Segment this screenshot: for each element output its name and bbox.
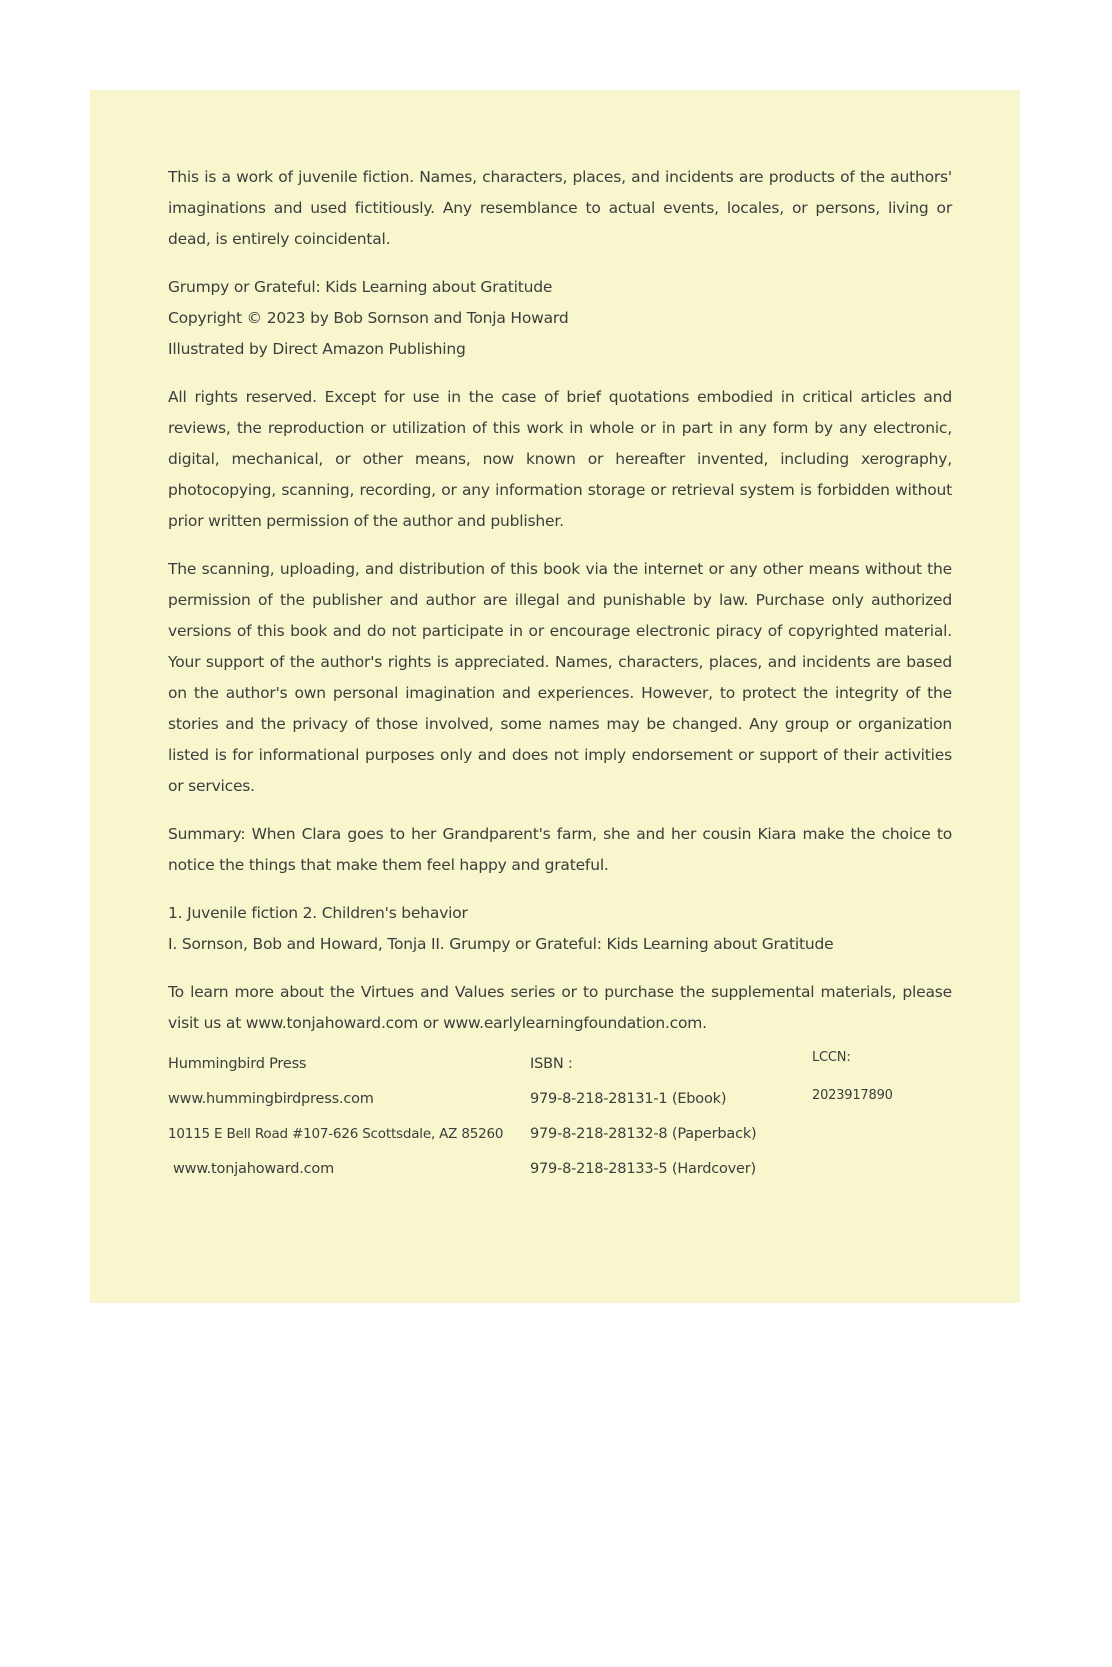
isbn-label: ISBN :	[530, 1056, 573, 1072]
publisher-website: www.hummingbirdpress.com	[168, 1091, 374, 1107]
disclaimer-paragraph: This is a work of juvenile fiction. Names, characters, places, and incidents are products of the authors' imaginations and used fictitiously. Any resemblance to actual events, locales, or persons, living or dead, is entirely coincidental.	[168, 168, 952, 248]
isbn-item-paperback: 979-8-218-28132-8 (Paperback)	[530, 1126, 757, 1142]
page-panel	[90, 90, 1020, 1303]
publisher-footer	[168, 1047, 952, 1187]
author-title-entry: I. Sornson, Bob and Howard, Tonja II. Grumpy or Grateful: Kids Learning about Gratitude	[168, 935, 834, 953]
piracy-paragraph: The scanning, uploading, and distribution of this book via the internet or any other means without the permission of the publisher and author are illegal and punishable by law. Purchase only authorized versions of this book and do not participate in or encourage electronic piracy of copyrighted material. Your support of the author's rights is appreciated. Names, characters, places, and incidents are based on the author's own personal imagination and experiences. However, to protect the integrity of the stories and the privacy of those involved, some names may be changed. Any group or organization listed is for informational purposes only and does not imply endorsement or support of their activities or services.	[168, 560, 952, 795]
illustrated-by-line: Illustrated by Direct Amazon Publishing	[168, 340, 466, 358]
summary-paragraph: Summary: When Clara goes to her Grandparent's farm, she and her cousin Kiara make the choice to notice the things that make them feel happy and grateful.	[168, 825, 952, 874]
author-website: www.tonjahoward.com	[173, 1161, 335, 1177]
title-block	[168, 272, 952, 365]
copyright-line: Copyright © 2023 by Bob Sornson and Tonja Howard	[168, 309, 569, 327]
classification-block	[168, 898, 952, 960]
book-title: Grumpy or Grateful: Kids Learning about Gratitude	[168, 278, 553, 296]
subject-classification: 1. Juvenile fiction 2. Children's behavior	[168, 904, 468, 922]
publisher-name: Hummingbird Press	[168, 1056, 307, 1072]
lccn-column	[812, 1039, 952, 1187]
isbn-item-hardcover: 979-8-218-28133-5 (Hardcover)	[530, 1161, 756, 1177]
publisher-column	[168, 1047, 530, 1187]
learn-more-paragraph: To learn more about the Virtues and Values series or to purchase the supplemental materials, please visit us at www.tonjahoward.com or www.earlylearningfoundation.com.	[168, 983, 952, 1032]
text-block	[168, 162, 952, 1187]
isbn-column	[530, 1047, 812, 1187]
publisher-address: 10115 E Bell Road #107-626 Scottsdale, AZ 85260	[168, 1126, 504, 1142]
rights-paragraph: All rights reserved. Except for use in the case of brief quotations embodied in critical articles and reviews, the reproduction or utilization of this work in whole or in part in any form by any electronic, digital, mechanical, or other means, now known or hereafter invented, including xerography, photocopying, scanning, recording, or any information storage or retrieval system is forbidden without prior written permission of the author and publisher.	[168, 388, 952, 530]
isbn-item-ebook: 979-8-218-28131-1 (Ebook)	[530, 1091, 727, 1107]
lccn-number: 2023917890	[812, 1088, 893, 1103]
lccn-label: LCCN:	[812, 1050, 851, 1065]
